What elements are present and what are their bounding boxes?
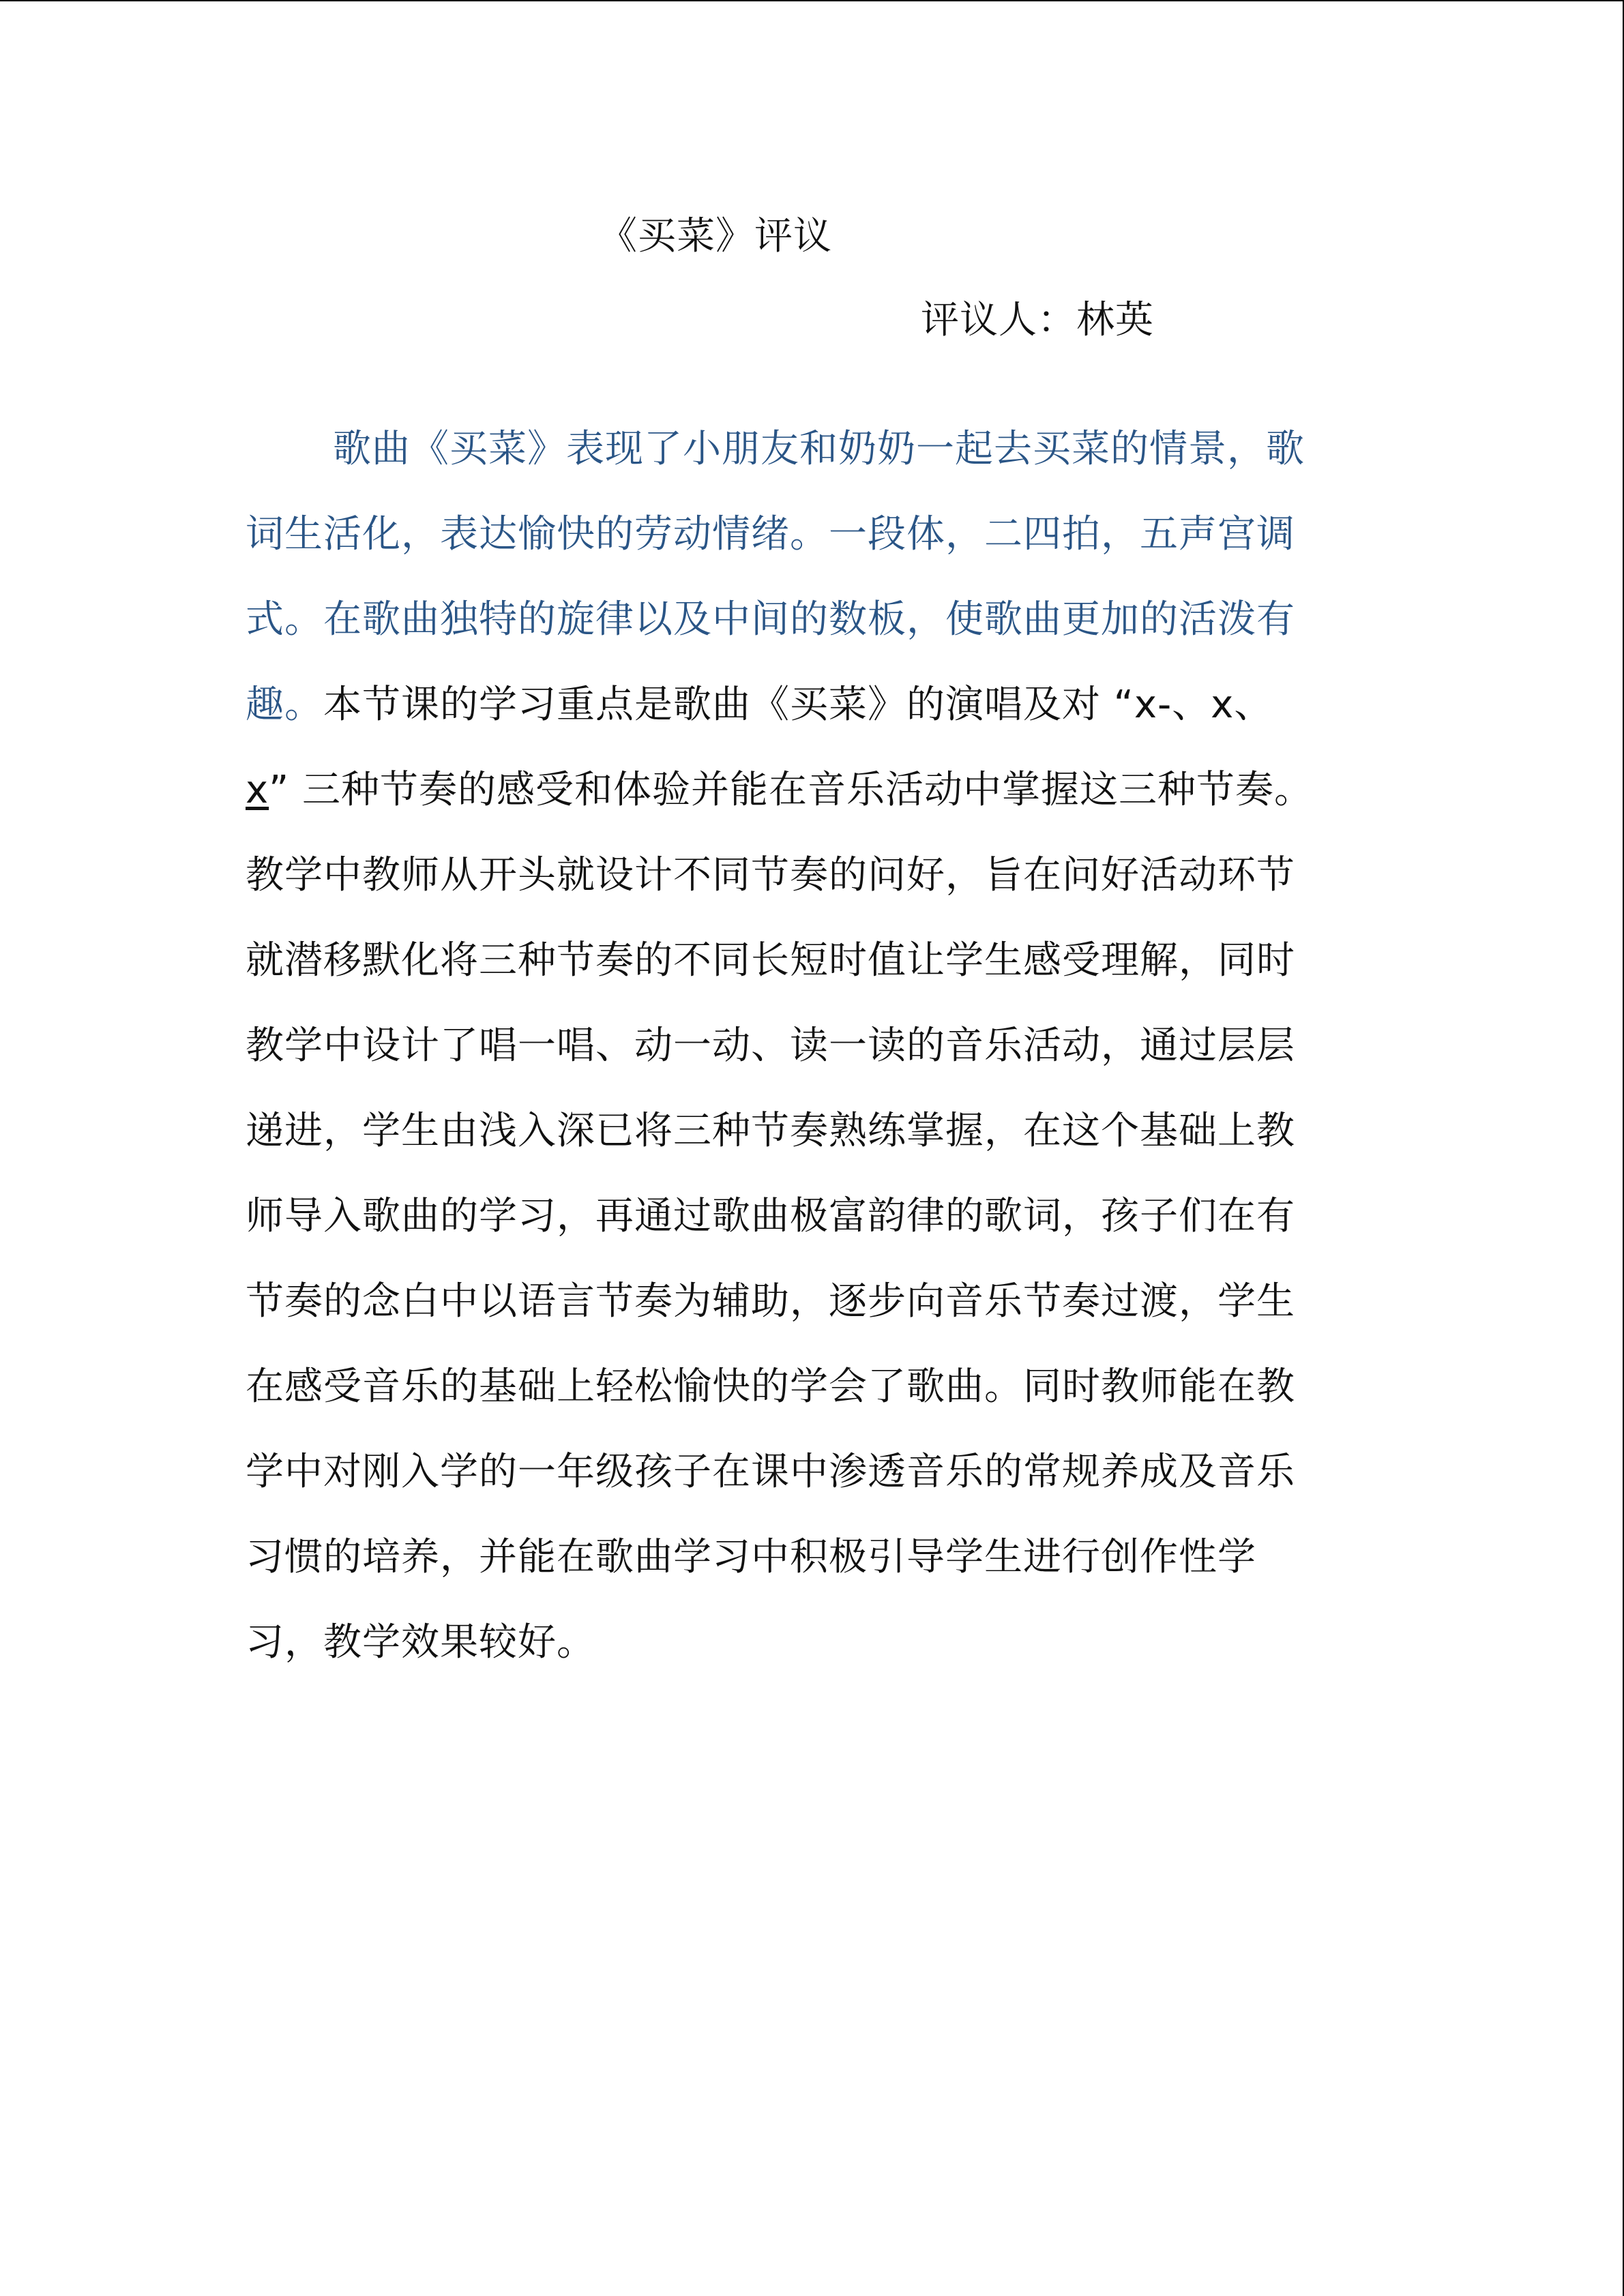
paragraph-line [246,1271,1364,1356]
paragraph-line [246,1527,1364,1612]
paragraph-line [246,845,1364,930]
text-segment: 歌曲《买菜》表现了小朋友和奶奶一起去买菜的情景，歌 [333,427,1305,471]
text-segment: 递进，学生由浅入深已将三种节奏熟练掌握，在这个基础上教 [246,1109,1295,1153]
paragraph-line [246,1186,1364,1271]
paragraph-line [246,1101,1364,1186]
text-segment: 习惯的培养，并能在歌曲学习中积极引导学生进行创作性学 [246,1535,1256,1579]
text-segment: 师导入歌曲的学习，再通过歌曲极富韵律的歌词，孩子们在有 [246,1194,1295,1238]
paragraph-line [246,760,1364,845]
document-title: 《买菜》评议 [599,214,832,258]
text-segment: 习，教学效果较好。 [246,1620,595,1665]
paragraph-line [246,1442,1364,1527]
review-paragraph [246,419,1364,1697]
underlined-rhythm-note: x [246,768,269,812]
paragraph-line [246,674,1364,760]
text-segment: 节奏的念白中以语言节奏为辅助，逐步向音乐节奏过渡，学生 [246,1279,1295,1324]
paragraph-line [246,589,1364,674]
text-segment: 就潜移默化将三种节奏的不同长短时值让学生感受理解，同时 [246,938,1295,983]
paragraph-line [246,1015,1364,1101]
text-segment: 本节课的学习重点是歌曲《买菜》的演唱及对 “x-、x、 [323,683,1273,727]
paragraph-line [246,1612,1364,1697]
text-segment: 学中对刚入学的一年级孩子在课中渗透音乐的常规养成及音乐 [246,1450,1295,1494]
text-segment: 词生活化，表达愉快的劳动情绪。一段体，二四拍，五声宫调 [246,512,1295,556]
text-segment: 教学中设计了唱一唱、动一动、读一读的音乐活动，通过层层 [246,1024,1295,1068]
paragraph-line [246,930,1364,1015]
text-segment: ” 三种节奏的感受和体验并能在音乐活动中掌握这三种节奏。 [269,768,1313,812]
paragraph-line [246,419,1364,504]
text-segment: 在感受音乐的基础上轻松愉快的学会了歌曲。同时教师能在教 [246,1365,1295,1409]
text-segment: 式。在歌曲独特的旋律以及中间的数板，使歌曲更加的活泼有 [246,597,1295,642]
text-segment: 趣。 [246,683,323,727]
reviewer-line: 评议人：林英 [921,298,1154,342]
paragraph-line [246,504,1364,589]
text-segment: 教学中教师从开头就设计不同节奏的问好，旨在问好活动环节 [246,853,1295,897]
paragraph-line [246,1356,1364,1442]
